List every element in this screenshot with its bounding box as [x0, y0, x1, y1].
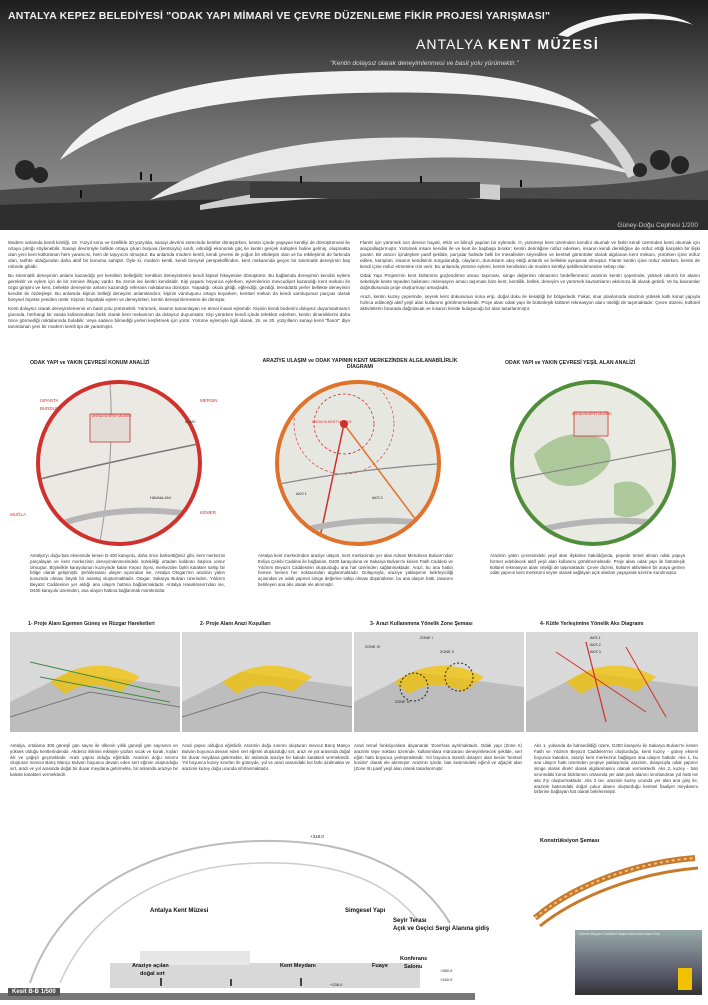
symbol-label: Simgesel Yapı — [345, 908, 386, 914]
natural-label-2: doğal sırt — [140, 971, 165, 977]
diagram-text-zones: Arazi temel fonksiyonlara dayanarak 'Zone'lara ayrılmaktadır. Odak yapı (Zone II) arazinin tepe noktası üzerinde, kullanımlara manzarası deneyimletecek şekilde, sert eğim hattı boyunca yerleşmektedir. Yol boyunca sürekli dolaşım olan kesim 'kentsel koridor' olarak ele alınmıştır. Arazinin içinde, batı kesimindeki eğimli ve ağaçlık alan (Zone III) pasif yeşil alan olarak tasarlanmıştır. — [354, 743, 522, 772]
map1-tag: HAVAALANI — [150, 496, 171, 500]
green-map-areas — [514, 384, 672, 542]
analysis-text-location: Antalya'yı doğu-batı ekseninde kesen D-400 karayolu, daha önce bahsettiğimiz gibi, kent merkezini parçalayan ve kent merkezinin deneyimlenmesindeki sürekliliği ortadan kaldıran başlıca unsur olmuştur. Böylelikle karayolunun kuzeyinde kalan Kepez ilçesi, merkezden farklı karakter sahip bir bölge olarak gelişmiştir. Şehirlerarası ulaşım açısından ise, Antalya Otogarı'nın arazinin yakın konumda olması büyük bir avantaj oluşturmaktadır. Otogar, Sakarya Bulvarı üzerinden, Yıldırım Beyazıt Caddesinin yer aldığı ana ulaşım hattına bağlanmaktadır. Antalya Havalimanı'ndan ise, D400 karayolu üzerinden, ana ulaşım hattına bağlanmak mümkündür. — [30, 553, 225, 593]
intro-paragraph: Flanör için yürümek son derece hayati, etkin ve bilinçli yapılan bir eylemdir. O, yürümeyi kent üzerinden kendini okumak ve farklı kendi üzerinden kenti okumak için araçsallaştırmıştır. Yürümek insanı kendisi ile ve kent ile başbaşa bırakır; kentin derinliğine nüfuz ederken, insanın kendi derinliğine de nüfuz ettiği karşılıklı bir ilişki yaratır. Bir aracın içindeyken pasif şekilde, parçalar halinde belli bir mesafeden seyredilen ve kentsel görüntüler olarak algılanan kent mekanı, yürürken içine nüfuz edilen, karışılan, insanın kendisinin sorgulandığı, olayların, durumların akış ettiği anlamlı ve bellekte ayrışarak olmuştur. Flanör kentin içine nüfuz ederken, kentin de kendi içine nüfuz etmesine izin verir. Bu anlamda yürüme eylemi, kentin kendisinin de modern kentliyi şekillendirmesine sebep olur. — [360, 240, 700, 269]
diagram-text-axes: Aks 1, yukarıda da bahsedildiği üzere, D400 karayolu ile Sakarya Bulvarı'nı kesen Fatih ve Yıldırım Beyazıt Caddeleri'nin oluşturduğu, kenti kuzey - güney ekseni boyunca kateden, araziyi kent merkezine bağlayan ana ulaşım hattıdır. Aks 1, bu ana ulaşım hattı üzerinden projeye yaklaşımda, arazinin, dolayısıyla odak yapının simge olarak direkt olarak algılanmasını olanak vermektedir. Aks 2, kuzey - batı sınırındaki konut bloklarının ortasında yer alan park alanını sınırlandıran yol hattı ise aks 2'yi oluşturmaktadır. Aks 3 ise, arazinin kuzey ucunda yer alan ana giriş ile, arazinin batısındaki doğal çukur alanın oluşturduğu kentsel fiaaliyet meydanını birbirine bağlayan hat olarak belirlenmiştir. — [534, 743, 698, 795]
axis-tag: AKS 2 — [590, 643, 601, 647]
analysis-text-green: Arazinin yakın çevresindeki yeşil alan ilişkisine bakıldığında, pepede temel alınan odak yapıya hizmet edebilecek aktif yeşil alan kullanımı görülmemektedir. Proje alanı odak yapı ile bütünleşik kültürel rekreasyon alanı niteliği de taşımaktadır. Çevre düzeni, kültürel aktiviteleri bir araya getiren odak yapının kent merkezini seyire olanak sağlayan açık alanları yaşayarak üzerine kurulmuştur. — [490, 553, 685, 576]
axis-tag: AKS 3 — [590, 650, 601, 654]
intro-left-text — [8, 240, 350, 333]
foyer-label: Fuaye — [372, 963, 388, 969]
conference-label: Konferans — [400, 956, 428, 962]
green-map — [510, 380, 676, 546]
diagram-title-axes: 4- Kütle Yerleşimine Yönelik Aks Diagramı — [540, 621, 644, 627]
level-2: +240.0 — [440, 977, 453, 982]
axis-tag: AKS 1 — [590, 636, 601, 640]
diagram-title-zones: 3- Arazi Kullanımına Yönelik Zone Şeması — [370, 621, 473, 627]
zone-tag: ZONE I — [420, 636, 433, 640]
map2-tag: ANTALYA KENT MÜZESİ — [312, 420, 352, 424]
city-name: ANTALYA — [416, 36, 483, 52]
section-drawing — [0, 833, 475, 1000]
diagram-text-terrain: Arazi yapısı olduğca eğimlidir. Arazinin doğu sınırını oluşturan mevcut Barış Manço Bulvarı boyunca devam eden sert eğimin oluşturduğu sırt, arazi ve yol arasında doğal bir duvar meydana getirmekte, bir anlamda araziye bir kalede karakteri vermektedir. Yol boyunca kuzey sınırları ile güneyde, yol ve arazi arasındaki kot farkı azalmakta ve arazinin kuzey doğu ucunda sıfırlanmaktadır. — [182, 743, 350, 772]
access-map-roads — [279, 384, 437, 542]
map1-tag: BURDUR — [40, 406, 60, 411]
map3-tag: ANTALYA KENT MÜZESİ — [572, 412, 612, 416]
diagram-text-sun-wind: Antalya, ortalama 300 güneşli gün sayısı ile ülkenin yıllık güneşli gün sayısının en yüksek olduğu kentlerindendir. Akdeniz iklimini etkisiyle yazları sıcak ve kurak, kışları ılık ve yağışlı geçmektedir. Arazi yapısı olduğu eğimlidir. Arazinin doğu sınırını oluşturan mevcut Barış Manço Bulvarı boyunca devam eden sert eğimin oluşturduğu sırt, arazi ve yol arasında doğal bir duvar meydana getirmekte, bir anlamda araziye bir kalede karakteri vermektedir. — [10, 743, 178, 777]
truss-drawing — [530, 848, 700, 928]
diagram-title-terrain: 2- Proje Alanı Arazi Koşulları — [200, 621, 271, 627]
map1-tag: ISPARTA — [40, 398, 59, 403]
hero-render — [0, 0, 708, 230]
analysis-title-location: ODAK YAPI ve YAKIN ÇEVRESİ KONUM ANALİZİ — [30, 360, 150, 366]
view-label: Güney-Doğu Cephesi 1/200 — [617, 222, 698, 229]
access-map — [275, 380, 441, 546]
conference-label-2: Salonu — [404, 964, 423, 970]
natural-label: Araziye açılan — [132, 963, 169, 969]
project-title — [416, 36, 599, 52]
map1-tag: MUĞLA — [10, 512, 27, 517]
construction-diagram — [530, 848, 700, 928]
zone-tag: ZONE IV — [395, 700, 411, 704]
intro-paragraph: Kenti dolaysız olarak deneyimlemenin en basit yolu yürümektir. Yürümek, insanın tamamlayan en temel insani eylemdir. Kişinin kendi bedenini dolaysız duyumsatmanın yanında, herhangi bir vasıta kullanmaktan farklı olarak kent mekanının da dolaysız duyumsatır. Kişi yürürken kendi içinde tefekkür ederken, kentin dinamiklerini daha önce görmediği noktalarında bulabilir. Veya sadece bilmediği yerleri keşfetmek için yürür. Yürüme eylemiyle ilgili olarak, 19. ve 20. yüzyılların sanayi kenti "flanör" diye tanımlanan yeni bir modern kentli tipi de yaratmıştır. — [8, 306, 350, 329]
competition-title: ANTALYA KEPEZ BELEDİYESİ "ODAK YAPI MİMARİ VE ÇEVRE DÜZENLEME FİKİR PROJESİ YARIŞMASI" — [8, 10, 551, 22]
location-map-roads — [40, 384, 198, 542]
map1-tag: D-400 — [185, 420, 196, 424]
photo-caption: Yıldırım Beyazıt Caddesi Ulaşım Aksından Arazi Yolu — [578, 932, 661, 936]
sheet-number-tag — [678, 968, 692, 990]
level-1: +260.0 — [440, 968, 453, 973]
map2-tag: AKS 2 — [372, 496, 383, 500]
map1-tag: KEMER — [200, 510, 217, 515]
section-b-b — [0, 833, 475, 1000]
intro-paragraph: Arazi, kentin kuzey çeperinde, seyrek kent dokusunun sona erip, doğal doku ile kesiştiği bir bölgededir. Fakat, imar planlarında arazinin yüksek katlı konut yapıyla hızlıca edileceği aktif yeşil alan kullanımı görülmemektedir. Proje alanı odak yapı ile bütünleşik kültürel rekreasyon alanı niteliği de taşımaktadır. Çevre düzeni, kültürel aktivitelerin birarada dağıtılacak ve insanın kentle buluşacağı bir alan tasarlanmıştır. — [360, 294, 700, 311]
intro-right-text — [360, 240, 700, 315]
map1-tag: MERSİN — [200, 398, 218, 403]
diagram-terrain — [182, 632, 352, 732]
map1-tag: ANTALYA KENT MÜZESİ — [92, 414, 132, 418]
construction-title: Konstrüksiyon Şeması — [540, 838, 600, 844]
level-3: +238.0 — [330, 982, 343, 987]
intro-paragraph: Odak Yapı Projesi'nin kent kültürünü güçlendirme amacı taşıması, simge değerinin olmasının hedeflenmesi; arazinin kentin çeperinde, yüksek rakımlı bir alanın sebebiyle kente tepeden bakması; rekreasyon amacı taşıması bize kent, kentlilik, bellek, deneyim ve yürümek kavramlarını akılımıza ilk olarak getirdi. Ve bu kavramlar doğrultusunda proje oluşturmayı amaçladık. — [360, 273, 700, 290]
zone-tag: ZONE III — [365, 645, 380, 649]
sun-wind-diagram — [10, 632, 180, 732]
analysis-title-green: ODAK YAPI ve YAKIN ÇEVRESİ YEŞİL ALAN ANALİZİ — [505, 360, 636, 366]
project-quote: "Kentin dolaysız olarak deneyimlenmesi ve basit yolu yürümektir." — [330, 60, 519, 67]
terrace-label: Seyir Terası — [393, 918, 427, 924]
terrace-label-2: Açık ve Geçici Sergi Alanına gidiş — [393, 926, 490, 932]
analysis-title-access: ARAZİYE ULAŞIM ve ODAK YAPININ KENT MERKEZİNDEN ALGILANABİLİRLİK DİAGRAMI — [262, 358, 458, 370]
diagram-axes — [526, 632, 698, 732]
section-title: Kesit B-B 1/500 — [8, 988, 60, 996]
analysis-text-access: Antalya kent merkezinden araziye ulaşım, kent merkezinde yer alan Adnan Menderes Bulvarı'ndan Evliya Çelebi Caddesi ile bağlanan, D400 karayoluna ve Sakarya Bulvarı'nı kesen Fatih Caddesi ve Yıldırım Beyazıt Caddesinin oluşturduğu ana hat üzerinden sağlanmaktadır. Arazi, bu ana hattın hemen hemen her noktasından algılanmaktadır. Dolayısıyla, araziye yaklaşımın belirleyiciliği açısından ve odak yapının simge değerine sahip olması düşünülürse, bu ana ulaşım hattı, tasarımı belirleyen ana aks olarak ele alınmıştır. — [258, 553, 453, 587]
intro-paragraph: Modern anlamda kentli kimliği, 19. Yüzyıl sonu ve özellikle 20.yüzyılda, sanayi devrimi sürecinde kentler dönüşürken, kentin içinde yaşayan kentliyi de dönüştürmesi ile ortaya çıktığı söylenebilir. Sanayi devrimiyle birlikte ortaya çıkan burjuva (kentsoylu) sınıfı, edindiği ekonomik güç ile kentin gerçek sahipleri haline gelmiş, oluşmakta olan yeni kent kültürünün hem yaratıcısı, hem de taşıyıcısı olmuştur. Bu anlamda modern kentli, kendi çevresi ile yoğun bir etkileşim olan ve bu etkileşimin de farkında olan, tarihte olduğundan daha aktif bir konuma sahiptir. Öyle ki, modern kentli, kendi bireysel perspektiflinden, kent mekanında geçen bir sinematik deneyimin baş rolünde gibidir. — [8, 240, 350, 269]
museum-label: Antalya Kent Müzesi — [150, 908, 209, 914]
level-top: +318.0 — [310, 834, 324, 839]
zone-tag: ZONE II — [440, 650, 454, 654]
project-name: KENT MÜZESİ — [487, 36, 600, 52]
terrain-diagram — [182, 632, 352, 732]
axes-diagram — [526, 632, 698, 732]
diagram-sun-wind — [10, 632, 180, 732]
intro-paragraph: Bu sinematik deneyimin anlamı kazandığı yer kentlinin belleğidir; kentlinin deneyimlerini kendi kişisel hikayesine dönüştürür. Bu bağlamda deneyimin kendisi eylemi gerektirir ve eylem için de bir zemine ihtiyaç vardır. Bu zemin ise kentin kendisidir. Kişi yaşamı boyunca eylerken, eylemlerinin mevcudiyet kazandığı kent mekanı ile özgü girişimi ve kent, bellekte deneyimin anlamı kazandığı referans noktalarına dönüşür. Yaşadığı, okula gittiği, eğlendiği, gezdiği, tereddütlü yerler bellekte deneyimin kendisi ile özdeşleşir. Bu anlamda kişinin belleği deneyimi anlamlandırır, kişinin varoluşunu ortaya koyarken, kentsel mekan da kendi varoluşunun parçası olarak bireysel ölçekte yeniden üretir. Kişinin hayattaki eylem ve deneyimleri, kentin deneyimlemesine de dönüşür. — [8, 273, 350, 302]
map2-tag: AKS 1 — [296, 492, 307, 496]
location-map — [36, 380, 202, 546]
square-label: Kent Meydanı — [280, 963, 316, 969]
diagram-title-sun-wind: 1- Proje Alanı Egemen Güneş ve Rüzgar Hareketleri — [28, 621, 155, 627]
